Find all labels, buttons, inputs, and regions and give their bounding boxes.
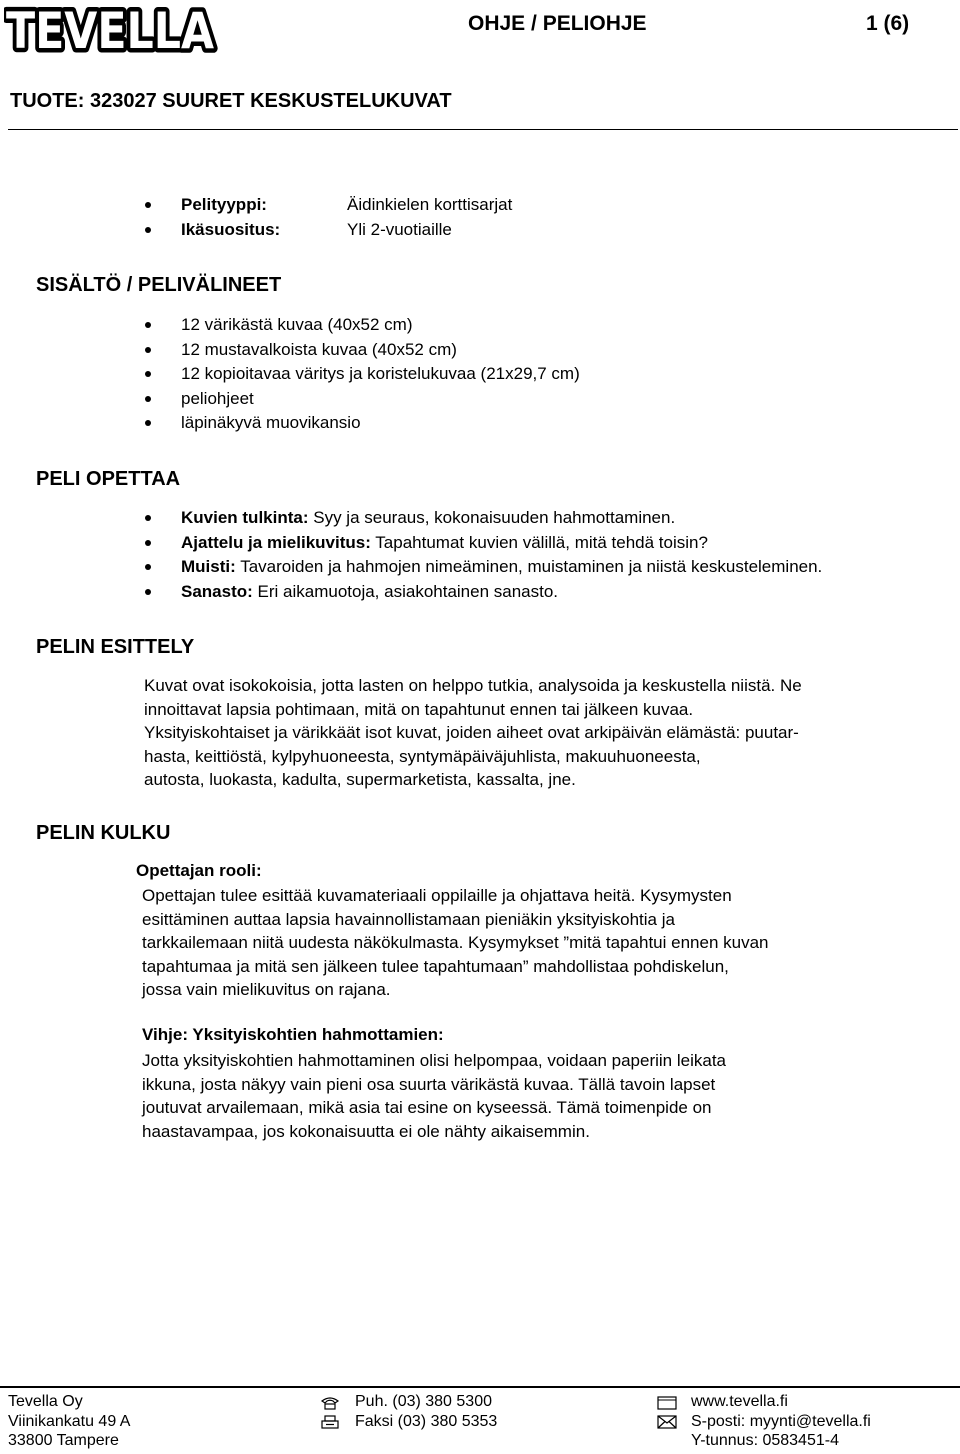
web-icon: [657, 1396, 677, 1410]
info-value: Äidinkielen korttisarjat: [347, 195, 513, 214]
text-line: joutuvat arvailemaan, mikä asia tai esine on kyseessä. Tämä toimenpide on: [142, 1098, 712, 1118]
text-line: jossa vain mielikuvitus on rajana.: [142, 980, 391, 1000]
tevella-logo: [4, 2, 218, 58]
section-heading-flow: PELIN KULKU: [36, 822, 171, 844]
item-text: Tavaroiden ja hahmojen nimeäminen, muistaminen ja niistä keskusteleminen.: [235, 557, 823, 576]
info-label: Pelityyppi:: [181, 195, 267, 214]
phone-number: Puh. (03) 380 5300: [355, 1393, 492, 1410]
item-lead: Muisti:: [181, 557, 236, 576]
list-item: läpinäkyvä muovikansio: [141, 411, 580, 436]
intro-paragraph: [144, 674, 802, 792]
text-line: hasta, keittiöstä, kylpyhuoneesta, syntymäpäiväjuhlista, makuuhuoneesta,: [144, 746, 701, 766]
item-text: Eri aikamuotoja, asiakohtainen sanasto.: [252, 581, 559, 601]
business-id: Y-tunnus: 0583451-4: [691, 1432, 839, 1449]
text-line: Kuvat ovat isokokoisia, jotta lasten on helppo tutkia, analysoida ja keskustella niistä. Ne: [144, 676, 802, 695]
section-heading-intro: PELIN ESITTELY: [36, 636, 195, 658]
section-heading-contents: SISÄLTÖ / PELIVÄLINEET: [36, 274, 282, 296]
item-text: Tapahtumat kuvien välillä, mitä tehdä toisin?: [370, 532, 708, 552]
list-item: 12 värikästä kuvaa (40x52 cm): [141, 313, 580, 338]
list-item: [141, 193, 512, 218]
text-line: haastavampaa, jos kokonaisuutta ei ole nähty aikaisemmin.: [142, 1121, 590, 1141]
phone-icon: [320, 1396, 340, 1410]
list-item: [141, 580, 822, 605]
email-link[interactable]: S-posti: myynti@tevella.fi: [691, 1412, 871, 1430]
item-text: Syy ja seuraus, kokonaisuuden hahmottaminen.: [308, 508, 676, 527]
footer-contact: [355, 1392, 497, 1431]
footer-divider: [0, 1386, 960, 1388]
text-line: Opettajan tulee esittää kuvamateriaali oppilaille ja ohjattava heitä. Kysymysten: [142, 886, 732, 905]
text-line: innoittavat lapsia pohtimaan, mitä on tapahtunut ennen tai jälkeen kuvaa.: [144, 699, 694, 719]
teacher-role-paragraph: [142, 884, 769, 1002]
game-info-list: [141, 193, 512, 242]
city-address: 33800 Tampere: [8, 1432, 119, 1449]
street-address: Viinikankatu 49 A: [8, 1412, 131, 1430]
fax-icon: [320, 1415, 340, 1429]
footer-address: [8, 1392, 130, 1451]
svg-text:TEVELLA: TEVELLA: [6, 2, 215, 58]
teacher-role-heading: Opettajan rooli:: [136, 861, 262, 880]
document-title: OHJE / PELIOHJE: [468, 12, 647, 35]
list-item: 12 kopioitavaa väritys ja koristelukuvaa (21x29,7 cm): [141, 362, 580, 387]
text-line: tarkkailemaan niitä uudesta näkökulmasta. Kysymykset ”mitä tapahtui ennen kuvan: [142, 933, 769, 953]
list-item: 12 mustavalkoista kuvaa (40x52 cm): [141, 338, 580, 363]
tip-heading: Vihje: Yksityiskohtien hahmottamien:: [142, 1025, 444, 1044]
section-heading-teaches: PELI OPETTAA: [36, 468, 181, 490]
company-name: Tevella Oy: [8, 1393, 83, 1410]
svg-text:TEVELLA: TEVELLA: [6, 2, 215, 58]
text-line: Jotta yksityiskohtien hahmottaminen olisi helpompaa, voidaan paperiin leikata: [142, 1051, 727, 1070]
item-lead: Sanasto:: [181, 581, 253, 601]
info-value: Yli 2-vuotiaille: [347, 219, 452, 239]
footer-online: [691, 1392, 871, 1451]
text-line: ikkuna, josta näkyy vain pieni osa suurta värikästä kuvaa. Tällä tavoin lapset: [142, 1074, 716, 1094]
list-item: [141, 555, 822, 580]
teaches-list: [141, 506, 822, 604]
list-item: [141, 506, 822, 531]
info-label: Ikäsuositus:: [181, 219, 281, 239]
email-icon: [657, 1415, 677, 1429]
contents-list: [141, 313, 580, 436]
text-line: esittäminen auttaa lapsia havainnollistamaan pieniäkin yksityiskohtia ja: [142, 909, 675, 929]
tip-paragraph: [142, 1049, 726, 1143]
item-lead: Ajattelu ja mielikuvitus:: [181, 532, 371, 552]
text-line: tapahtumaa ja mitä sen jälkeen tulee tapahtumaan” mahdollistaa pohdiskelun,: [142, 956, 729, 976]
fax-number: Faksi (03) 380 5353: [355, 1412, 498, 1430]
product-title: TUOTE: 323027 SUURET KESKUSTELUKUVAT: [10, 90, 452, 112]
text-line: autosta, luokasta, kadulta, supermarketista, kassalta, jne.: [144, 770, 576, 790]
list-item: [141, 531, 822, 556]
text-line: Yksityiskohtaiset ja värikkäät isot kuvat, joiden aiheet ovat arkipäivän elämästä: puutar-: [144, 723, 799, 743]
list-item: [141, 218, 512, 243]
item-lead: Kuvien tulkinta:: [181, 508, 309, 527]
website-link[interactable]: www.tevella.fi: [691, 1393, 788, 1410]
header-divider: [8, 129, 958, 130]
page-number: 1 (6): [866, 12, 910, 35]
list-item: peliohjeet: [141, 387, 580, 412]
